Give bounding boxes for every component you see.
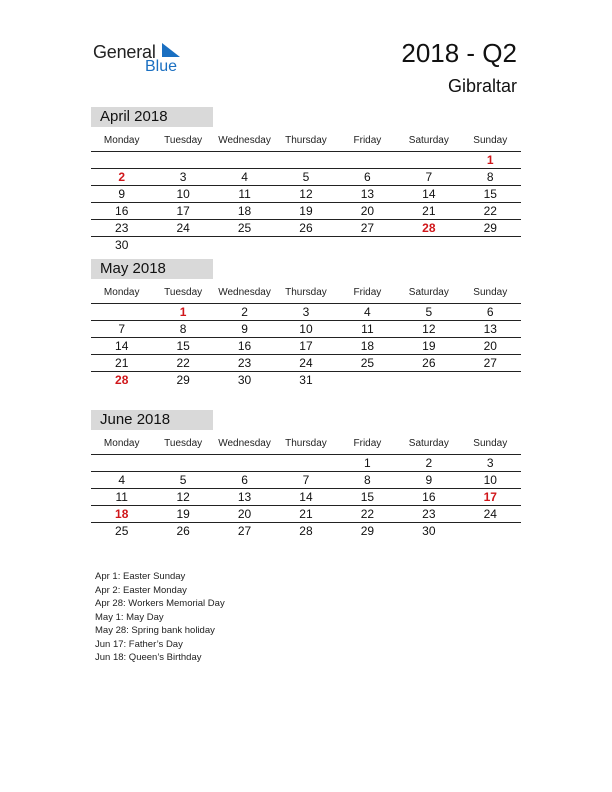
weekday-label: Saturday [408, 438, 449, 449]
day-cell: 6 [241, 473, 248, 487]
day-cell: 25 [115, 524, 129, 538]
day-cell: 19 [422, 339, 436, 353]
weekday-label: Monday [103, 438, 140, 449]
weekday-label: Tuesday [164, 438, 203, 449]
day-cell: 19 [176, 507, 190, 521]
day-cell: 10 [176, 187, 190, 201]
weekday-label: Monday [103, 135, 140, 146]
day-cell [398, 237, 459, 253]
week-row [91, 523, 521, 539]
day-cell: 17 [299, 339, 313, 353]
day-cell: 20 [237, 507, 252, 521]
day-cell: 14 [299, 490, 313, 504]
weekday-label: Wednesday [218, 287, 271, 298]
weekday-label: Friday [353, 287, 382, 298]
day-cell: 31 [299, 373, 313, 387]
day-cell: 5 [302, 170, 310, 184]
day-cell [214, 152, 275, 168]
week-row [91, 169, 521, 186]
day-cell: 21 [299, 507, 313, 521]
day-cell: 1 [364, 456, 371, 470]
day-cell [337, 372, 398, 388]
day-cell: 14 [422, 187, 436, 201]
day-cell [91, 152, 152, 168]
weekday-label: Friday [353, 438, 382, 449]
day-cell: 29 [176, 373, 190, 387]
day-cell: 21 [115, 356, 129, 370]
day-cell: 26 [299, 221, 313, 235]
weekday-label: Thursday [285, 135, 327, 146]
day-cell: 9 [241, 322, 248, 336]
day-cell: 24 [176, 221, 190, 235]
day-cell: 4 [364, 305, 371, 319]
weekday-label: Tuesday [164, 287, 203, 298]
day-cell: 8 [486, 170, 494, 184]
week-row [91, 506, 521, 523]
holiday-note: Jun 18: Queen’s Birthday [95, 652, 202, 663]
day-cell: 23 [237, 356, 252, 370]
holiday-note: May 1: May Day [95, 611, 164, 623]
day-cell [460, 237, 521, 253]
day-cell [152, 455, 213, 471]
week-row [91, 489, 521, 506]
week-row [91, 321, 521, 338]
day-cell: 1 [179, 305, 187, 319]
day-cell: 13 [360, 187, 375, 201]
weeks [91, 152, 521, 253]
day-cell: 8 [364, 473, 371, 487]
day-cell: 18 [237, 204, 252, 218]
day-cell: 18 [360, 339, 375, 353]
day-cell [398, 372, 459, 388]
week-row [91, 237, 521, 253]
day-cell: 14 [115, 339, 129, 353]
holiday-note: Apr 1: Easter Sunday [95, 571, 186, 582]
day-cell: 2 [425, 456, 433, 470]
weekday-header [91, 434, 521, 455]
day-cell: 2 [118, 170, 126, 184]
day-cell: 20 [360, 204, 375, 218]
day-cell [91, 455, 152, 471]
day-cell: 30 [237, 373, 252, 387]
weekday-label: Saturday [408, 135, 449, 146]
month-label: June 2018 [91, 410, 213, 430]
day-cell: 7 [302, 473, 310, 487]
day-cell [337, 237, 398, 253]
week-row [91, 455, 521, 472]
day-cell: 16 [422, 490, 436, 504]
day-cell [398, 152, 459, 168]
month-june [91, 410, 521, 539]
day-cell [152, 237, 213, 253]
holiday-note: Apr 2: Easter Monday [95, 584, 187, 596]
day-cell: 6 [486, 305, 494, 319]
week-row [91, 372, 521, 388]
day-cell: 4 [118, 473, 126, 487]
day-cell: 5 [425, 305, 433, 319]
day-cell: 18 [115, 507, 129, 521]
day-cell: 23 [115, 221, 129, 235]
day-cell: 4 [241, 170, 248, 184]
day-cell: 17 [483, 490, 497, 504]
day-cell: 2 [241, 305, 248, 319]
day-cell: 7 [118, 322, 126, 336]
month-label: May 2018 [91, 259, 213, 279]
day-cell: 11 [238, 187, 251, 201]
day-cell [460, 372, 521, 388]
day-cell: 16 [237, 339, 252, 353]
day-cell: 22 [483, 204, 497, 218]
day-cell: 27 [237, 524, 252, 538]
day-cell [91, 304, 152, 320]
day-cell: 26 [422, 356, 436, 370]
day-cell: 15 [360, 490, 375, 504]
weekday-header [91, 131, 521, 152]
day-cell: 9 [425, 473, 433, 487]
day-cell: 28 [299, 524, 313, 538]
day-cell: 25 [360, 356, 375, 370]
day-cell: 11 [361, 322, 374, 336]
day-cell [275, 455, 336, 471]
day-cell [152, 152, 213, 168]
day-cell: 22 [360, 507, 375, 521]
day-cell [460, 523, 521, 539]
weekday-label: Wednesday [218, 438, 271, 449]
weekday-label: Wednesday [218, 135, 271, 146]
week-row [91, 220, 521, 237]
day-cell: 12 [422, 322, 436, 336]
day-cell: 10 [299, 322, 313, 336]
week-row [91, 472, 521, 489]
month-april [91, 107, 521, 253]
day-cell: 3 [302, 305, 310, 319]
day-cell: 19 [299, 204, 313, 218]
day-cell: 25 [237, 221, 252, 235]
page-title: 2018 - Q2 [401, 38, 517, 68]
day-cell [275, 237, 336, 253]
day-cell: 3 [179, 170, 187, 184]
week-row [91, 338, 521, 355]
weekday-label: Sunday [473, 135, 508, 146]
weekday-label: Monday [103, 287, 140, 298]
logo-word-general: General [93, 42, 156, 62]
day-cell: 8 [179, 322, 187, 336]
day-cell: 28 [115, 373, 129, 387]
week-row [91, 152, 521, 169]
week-row [91, 355, 521, 372]
day-cell: 6 [364, 170, 371, 184]
day-cell: 15 [176, 339, 190, 353]
day-cell: 10 [483, 473, 497, 487]
day-cell: 27 [360, 221, 375, 235]
day-cell: 5 [179, 473, 187, 487]
day-cell: 30 [422, 524, 436, 538]
month-label: April 2018 [91, 107, 213, 127]
day-cell: 24 [483, 507, 497, 521]
day-cell: 23 [422, 507, 436, 521]
generalblue-logo [93, 40, 203, 80]
day-cell [275, 152, 336, 168]
weekday-label: Saturday [408, 287, 449, 298]
holiday-note: Jun 17: Father’s Day [95, 638, 183, 650]
month-may [91, 259, 521, 388]
holiday-notes [95, 570, 225, 665]
day-cell: 12 [176, 490, 190, 504]
day-cell [214, 455, 275, 471]
country-name: Gibraltar [447, 76, 517, 96]
day-cell: 17 [176, 204, 190, 218]
weeks [91, 455, 521, 539]
day-cell: 1 [486, 153, 494, 167]
day-cell: 13 [483, 322, 497, 336]
weekday-label: Sunday [473, 287, 508, 298]
day-cell [337, 152, 398, 168]
day-cell: 21 [422, 204, 436, 218]
day-cell: 27 [483, 356, 497, 370]
logo-word-blue: Blue [145, 58, 178, 75]
day-cell: 20 [483, 339, 497, 353]
holiday-note: Apr 28: Workers Memorial Day [95, 598, 225, 609]
weekday-label: Thursday [285, 287, 327, 298]
weeks [91, 304, 521, 388]
weekday-label: Tuesday [164, 135, 203, 146]
weekday-header [91, 283, 521, 304]
day-cell: 29 [483, 221, 497, 235]
day-cell: 24 [299, 356, 313, 370]
week-row [91, 304, 521, 321]
week-row [91, 186, 521, 203]
day-cell: 30 [115, 238, 129, 252]
day-cell: 15 [483, 187, 497, 201]
weekday-label: Thursday [285, 438, 327, 449]
week-row [91, 203, 521, 220]
day-cell [214, 237, 275, 253]
day-cell: 28 [422, 221, 436, 235]
day-cell: 3 [486, 456, 494, 470]
day-cell: 16 [115, 204, 129, 218]
day-cell: 13 [237, 490, 252, 504]
day-cell: 11 [115, 490, 128, 504]
day-cell: 26 [176, 524, 190, 538]
day-cell: 7 [425, 170, 433, 184]
weekday-label: Sunday [473, 438, 508, 449]
day-cell: 12 [299, 187, 313, 201]
weekday-label: Friday [353, 135, 382, 146]
day-cell: 29 [360, 524, 375, 538]
day-cell: 22 [176, 356, 190, 370]
holiday-note: May 28: Spring bank holiday [95, 625, 215, 636]
day-cell: 9 [118, 187, 126, 201]
